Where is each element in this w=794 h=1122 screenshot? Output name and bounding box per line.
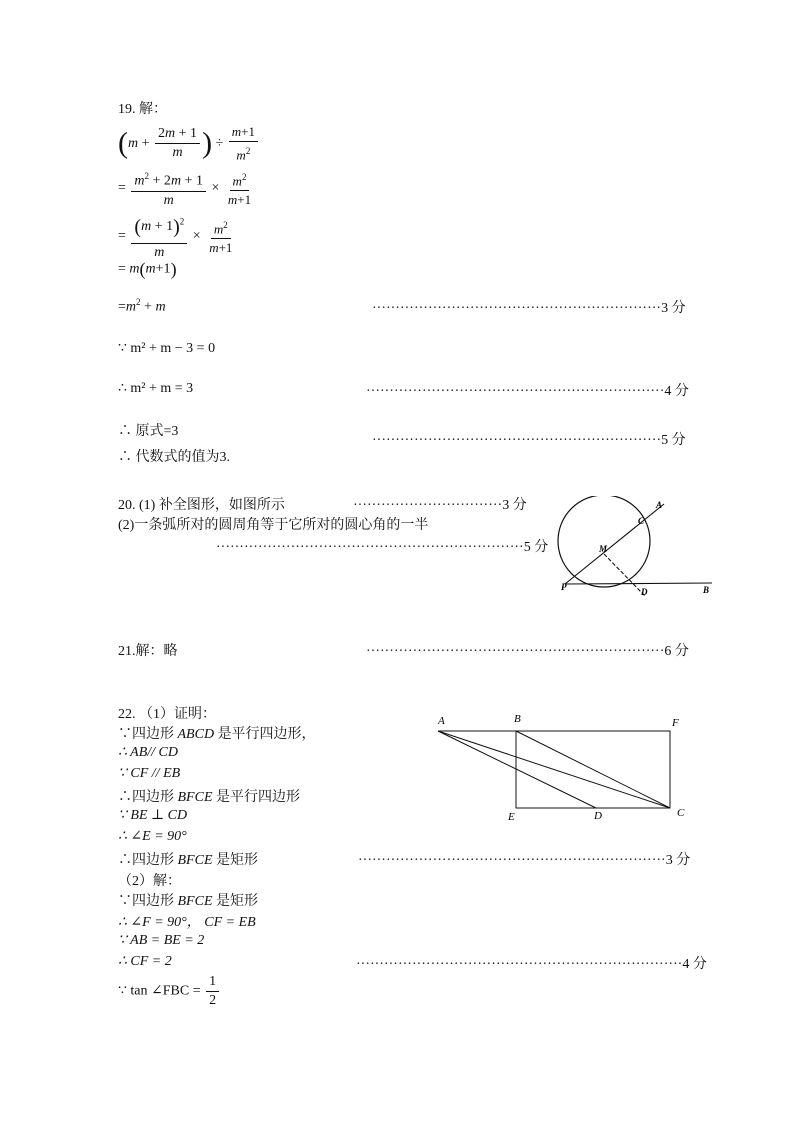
segment-AC (438, 731, 670, 808)
q21-score-dots: ································································6 分 (366, 644, 689, 659)
q19-expr-line5: $=m^2 + m$ (118, 297, 166, 315)
q19-orig: ∴ 原式=3 (118, 424, 179, 439)
q22-head: 22. （1）证明： (118, 707, 216, 722)
ray-PA (565, 504, 664, 584)
q19-therefore: ∴ m² + m = 3 (118, 381, 194, 396)
label-D: D (594, 810, 602, 822)
q22-l2: ∴ AB// CD (118, 745, 178, 760)
q20-score2-dots: ··································································5 分 (216, 540, 549, 555)
label-F: F (672, 717, 679, 729)
q22-l7: ∴四边形 BFCE 是矩形 (118, 853, 258, 868)
q19-expr-line3: = $\frac{(m + 1)^2}{m}$ × $\frac{m^2}{m+1}$ (118, 212, 237, 261)
q19-conclusion: ∴ 代数式的值为3. (118, 450, 230, 465)
label-B: B (703, 585, 710, 595)
label-E: E (508, 811, 515, 823)
q22-m2: ∴ ∠F = 90°， CF = EB (118, 915, 256, 930)
label-C: C (677, 807, 685, 819)
q22-score4-dots: ······································································4 分 (356, 957, 707, 972)
q22-l3: ∵ CF // EB (118, 766, 181, 781)
q19-title: 19. 解： (118, 102, 167, 117)
q22-m3: ∵ AB = BE = 2 (118, 933, 205, 948)
q19-expr-line1: (m + $\frac{2m + 1}{m}$ ) ÷ $\frac{m+1}{m^2}$ (118, 124, 260, 163)
q22-l6: ∴ ∠E = 90° (118, 829, 187, 844)
label-D: D (641, 587, 648, 597)
q22-m4: ∴ CF = 2 (118, 954, 172, 969)
q22-m1: ∵四边形 BFCE 是矩形 (118, 894, 258, 909)
dashed-MD (604, 554, 645, 596)
circle (558, 496, 650, 587)
label-C: C (638, 516, 645, 526)
label-A: A (656, 500, 663, 510)
segment-BC (516, 731, 670, 808)
label-M: M (599, 544, 608, 554)
q22-part2: （2）解： (118, 874, 181, 889)
q22-m5: ∵ tan ∠FBC = $\frac{1}{2}$ (118, 974, 221, 1009)
q22-l1: ∵四边形 ABCD 是平行四边形， (118, 727, 316, 742)
label-A: A (438, 715, 445, 727)
q19-score4-dots: ································································4 分 (366, 384, 689, 399)
q22-rectangle-figure (432, 710, 694, 825)
q19-expr-line4: = m(m+1) (118, 259, 177, 279)
segment-AD (438, 731, 596, 808)
q20-line2: (2)一条弧所对的圆周角等于它所对的圆心角的一半 (118, 518, 429, 533)
label-P: P (561, 582, 567, 592)
q19-given: ∵ m² + m − 3 = 0 (118, 341, 216, 356)
q19-score5-dots: ······························································5 分 (372, 433, 686, 448)
q20-circle-figure (550, 496, 720, 606)
q19-expr-line2: = $\frac{m^2 + 2m + 1}{m}$ × $\frac{m^2}{m+1}$ (118, 168, 256, 209)
q22-l5: ∵ BE ⊥ CD (118, 808, 188, 823)
q22-l4: ∴四边形 BFCE 是平行四边形 (118, 790, 300, 805)
q22-score3-dots: ··································································3 分 (358, 853, 691, 868)
label-B: B (514, 713, 521, 725)
q20-score1-dots: ································3 分 (353, 498, 527, 513)
q19-score3-dots: ······························································3 分 (372, 301, 686, 316)
q21-line: 21.解：略 (118, 644, 178, 659)
q20-line1: 20. (1) 补全图形，如图所示 (118, 498, 285, 513)
